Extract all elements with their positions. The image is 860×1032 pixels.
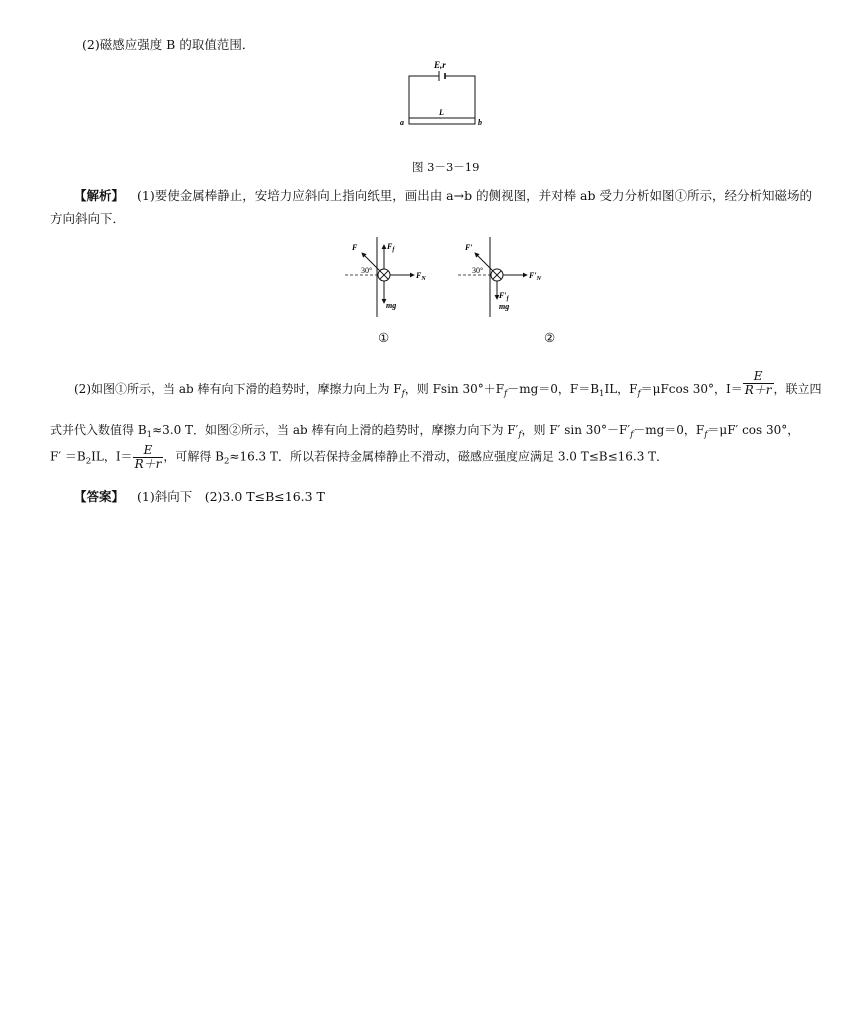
current-fraction: $\frac{E}{R+r}$ xyxy=(744,369,772,397)
p2-line3: $F' =B_2IL$，I＝ $\frac{E}{R+r}$ ，可解得 $B_2\approx 16.3$ T．所以若保持金属棒静止不滑动，磁感应强度应满足 3.0 T≤B≤16.3 T． xyxy=(50,443,669,471)
p2-line2: 式并代入数值得 $B_1\approx 3.0$ T．如图②所示，当 ab 棒有向上滑的趋势时，摩擦力向下为 $F'_f$，则 F′ $\sin 30^\circ-F'_f-mg=0$，$F_f=\mu F'$ cos 30°， xyxy=(50,423,800,440)
current-fraction-2: $\frac{E}{R+r}$ xyxy=(134,443,162,471)
force-f-label: F xyxy=(352,243,358,252)
force-f-label: F′ xyxy=(465,243,473,252)
answer-text: (1)斜向下 (2)3.0 T≤B≤16.3 T xyxy=(137,489,325,504)
force-diagram-1 xyxy=(340,235,440,319)
answer-heading: 【答案】 xyxy=(74,489,125,504)
metal-rod xyxy=(409,118,475,124)
circuit-right-wire xyxy=(445,76,475,124)
normal-force-label: $F'_N$ xyxy=(529,271,541,282)
analysis-heading-label: 【解析】 xyxy=(74,188,125,203)
analysis-line2: 方向斜向下． xyxy=(50,211,126,226)
gravity-label: mg xyxy=(499,302,510,311)
battery-label: E,r xyxy=(434,60,446,70)
friction-label: $F_f$ xyxy=(387,242,395,253)
right-end-label: b xyxy=(478,118,482,127)
analysis-heading xyxy=(74,186,124,204)
angle-label: 30° xyxy=(472,266,484,275)
normal-force-label: $F_N$ xyxy=(416,271,426,282)
diagram-number-1: ① xyxy=(378,330,390,345)
analysis-line1: (1)要使金属棒静止，安培力应斜向上指向纸里，画出由 a→b 的侧视图，并对棒 ab 受力分析如图①所示，经分析知磁场的 xyxy=(137,188,812,203)
left-end-label: a xyxy=(400,118,404,127)
figure-caption: 图 3－3－19 xyxy=(412,160,480,174)
circuit-left-wire xyxy=(409,76,439,124)
gravity-label: mg xyxy=(386,301,397,310)
diagram-number-2: ② xyxy=(544,330,556,345)
circuit-figure xyxy=(395,58,495,138)
force-diagram-2 xyxy=(455,235,555,319)
question-part2: (2)磁感应强度 B 的取值范围． xyxy=(82,37,255,52)
angle-label: 30° xyxy=(361,266,373,275)
friction-label: $F'_f$ xyxy=(499,291,509,302)
rod-label: L xyxy=(439,108,444,117)
p2-line1: (2)如图①所示，当 ab 棒有向下滑的趋势时，摩擦力向上为 $F_f$，则 Fsin $30^\circ+F_f-mg=0$，$F=B_1IL$，$F_f=\mu Fcos$ 30°，I＝ $\frac{E}{R+r}$ ，联立四 xyxy=(74,369,822,399)
